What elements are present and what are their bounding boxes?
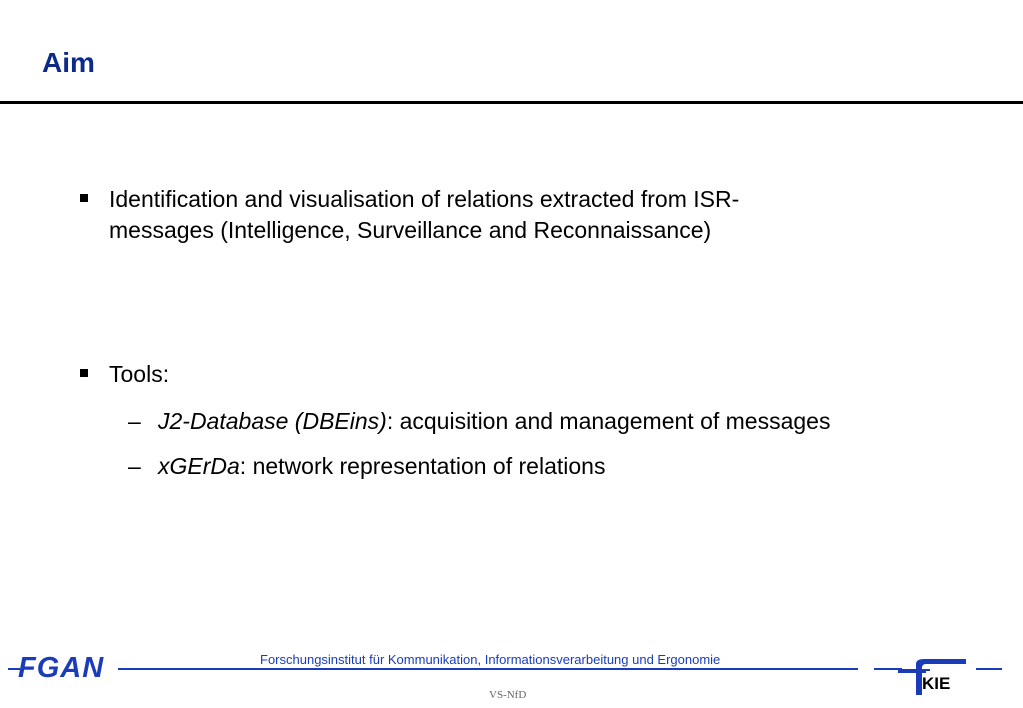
tool-name: J2-Database (DBEins) xyxy=(158,408,387,434)
tools-sub-list xyxy=(128,406,870,482)
slide-title: Aim xyxy=(42,47,95,78)
tool-description: : acquisition and management of messages xyxy=(386,408,831,434)
title-divider xyxy=(0,101,1023,104)
tool-name: xGErDa xyxy=(158,453,240,479)
bullet-item-2 xyxy=(80,359,870,496)
sub-item-text xyxy=(158,406,870,437)
square-bullet-icon xyxy=(80,369,88,377)
bullet-text: Tools: xyxy=(109,361,170,387)
tool-description: : network representation of relations xyxy=(239,453,606,479)
footer-rule-far-right xyxy=(976,668,1002,670)
sub-list-item xyxy=(128,406,870,437)
kie-logo-text: KIE xyxy=(922,674,951,693)
dash-bullet-icon: – xyxy=(128,453,141,479)
sub-list-item xyxy=(128,451,870,482)
sub-item-text xyxy=(158,451,870,482)
dash-bullet-icon: – xyxy=(128,408,141,434)
square-bullet-icon xyxy=(80,194,88,202)
fgan-logo: FGAN xyxy=(18,652,105,684)
footer-institute-name: Forschungsinstitut für Kommunikation, Informationsverarbeitung und Ergonomie xyxy=(260,652,721,667)
classification-label: VS-NfD xyxy=(489,689,527,701)
footer-rule-main xyxy=(118,668,858,670)
bullet-text: Identification and visualisation of relations extracted from ISR-messages (Intelligence, Surveillance and Reconnaissance) xyxy=(109,186,740,243)
bullet-item-1 xyxy=(80,184,870,246)
